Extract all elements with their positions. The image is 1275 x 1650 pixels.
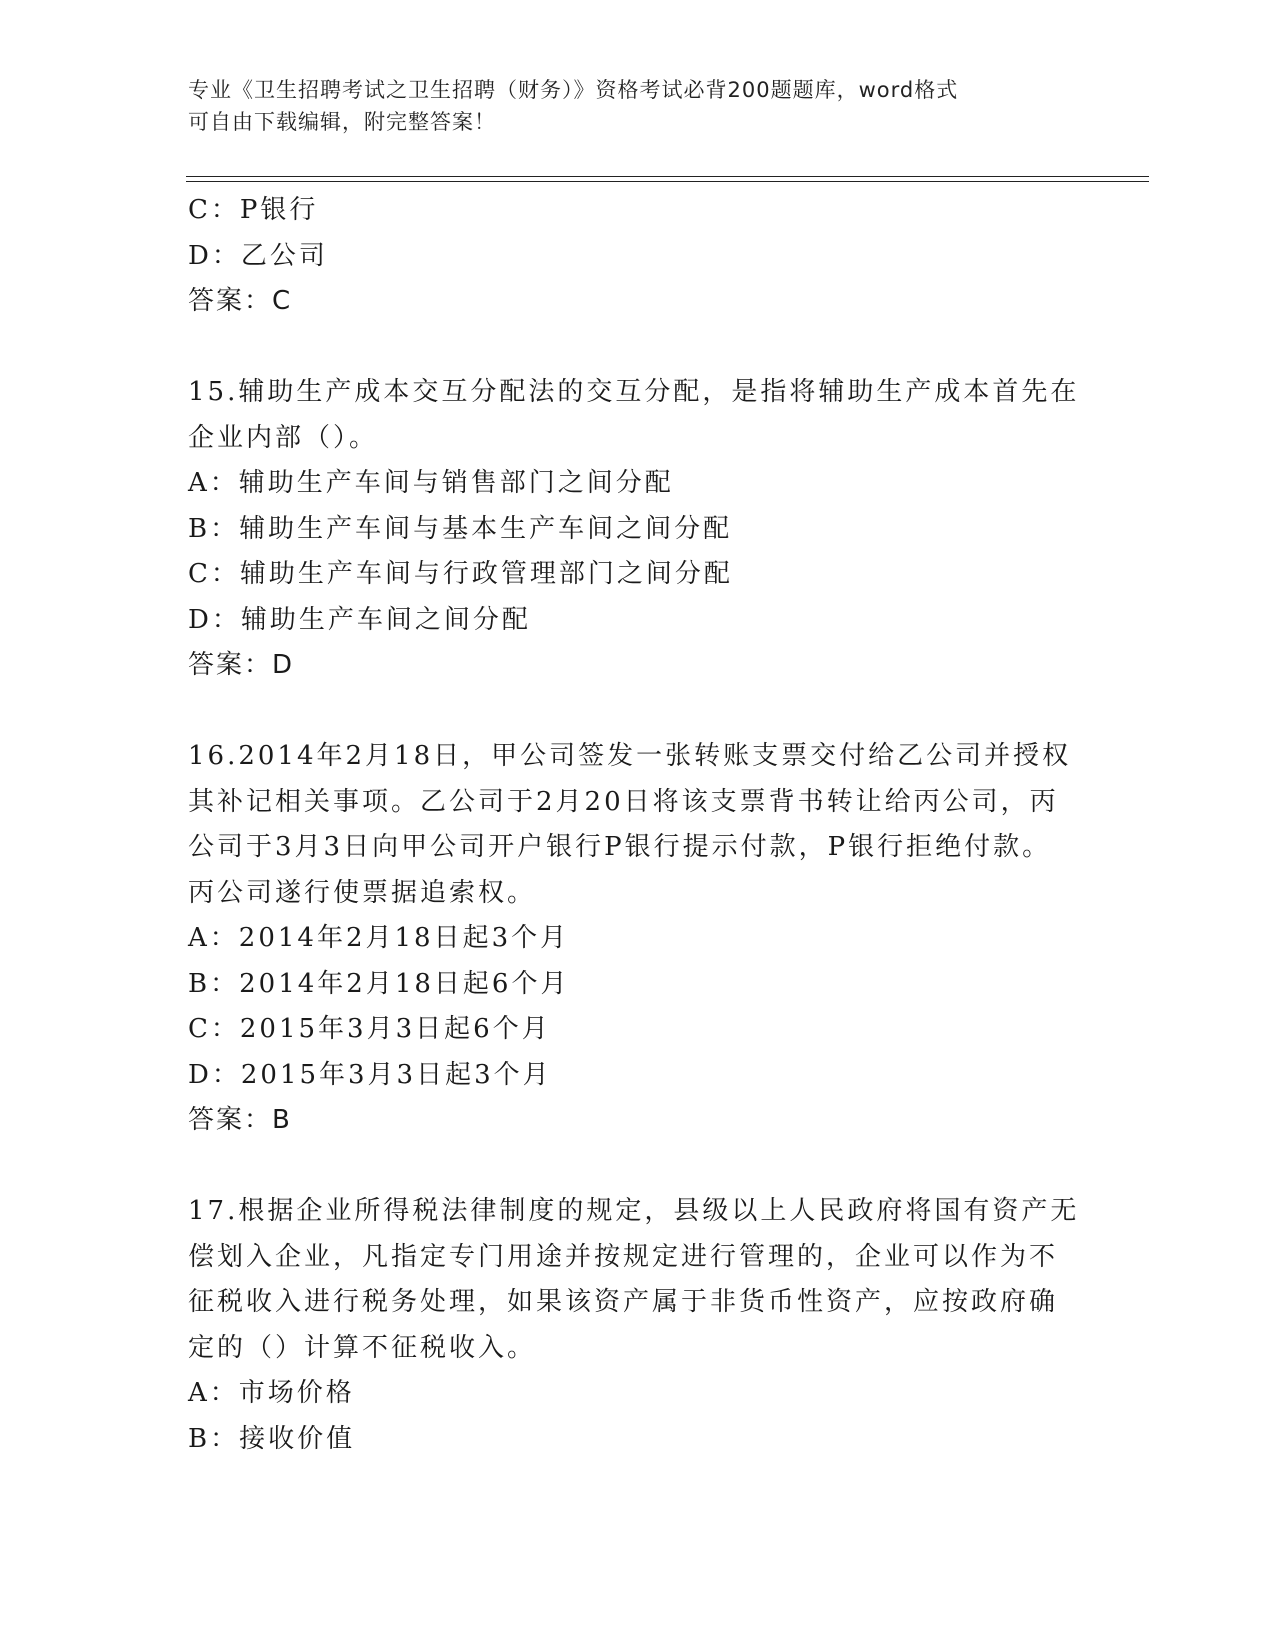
option-b: B：2014年2月18日起6个月 (188, 968, 570, 999)
option-c: C：辅助生产车间与行政管理部门之间分配 (188, 559, 733, 589)
answer-line: 答案：B (188, 1105, 292, 1135)
option-a: A：辅助生产车间与销售部门之间分配 (188, 468, 674, 498)
spacer (188, 325, 1088, 371)
question-stem (188, 370, 1088, 461)
option-b: B：辅助生产车间与基本生产车间之间分配 (188, 513, 733, 544)
question-block-14 (188, 188, 1088, 325)
option-d: D：辅助生产车间之间分配 (188, 604, 531, 635)
document-header (188, 74, 1068, 138)
option-a: A：2014年2月18日起3个月 (188, 923, 570, 953)
question-stem (188, 734, 1088, 916)
option-b: B：接收价值 (188, 1423, 356, 1454)
spacer (188, 1144, 1088, 1190)
answer-line: 答案：C (188, 286, 293, 316)
header-line: 可自由下载编辑，附完整答案！ (188, 110, 496, 134)
stem-line: 定的（）计算不征税收入。 (188, 1332, 537, 1363)
stem-line: 偿划入企业，凡指定专门用途并按规定进行管理的，企业可以作为不 (188, 1241, 1059, 1272)
option-d: D：乙公司 (188, 240, 328, 271)
option-c: C：P银行 (188, 195, 319, 225)
header-divider (186, 176, 1149, 177)
stem-line: 企业内部（）。 (188, 422, 379, 453)
spacer (188, 689, 1088, 735)
header-divider (186, 181, 1149, 182)
stem-line: 丙公司遂行使票据追索权。 (188, 877, 537, 908)
answer-line: 答案：D (188, 650, 295, 680)
header-line: 专业《卫生招聘考试之卫生招聘（财务）》资格考试必背200题题库，word格式 (188, 78, 959, 102)
stem-line: 征税收入进行税务处理，如果该资产属于非货币性资产，应按政府确 (188, 1287, 1059, 1317)
option-d: D：2015年3月3日起3个月 (188, 1059, 552, 1090)
stem-line: 16.2014年2月18日，甲公司签发一张转账支票交付给乙公司并授权 (188, 741, 1072, 771)
stem-line: 17.根据企业所得税法律制度的规定，县级以上人民政府将国有资产无 (188, 1196, 1080, 1226)
stem-line: 15.辅助生产成本交互分配法的交互分配，是指将辅助生产成本首先在 (188, 377, 1080, 407)
question-block-15 (188, 370, 1088, 689)
stem-line: 其补记相关事项。乙公司于2月20日将该支票背书转让给丙公司，丙 (188, 786, 1059, 817)
question-stem (188, 1189, 1088, 1371)
option-a: A：市场价格 (188, 1378, 355, 1408)
question-block-17 (188, 1189, 1088, 1462)
document-body (188, 188, 1088, 1462)
question-block-16 (188, 734, 1088, 1144)
option-c: C：2015年3月3日起6个月 (188, 1014, 551, 1044)
stem-line: 公司于3月3日向甲公司开户银行P银行提示付款，P银行拒绝付款。 (188, 832, 1052, 862)
